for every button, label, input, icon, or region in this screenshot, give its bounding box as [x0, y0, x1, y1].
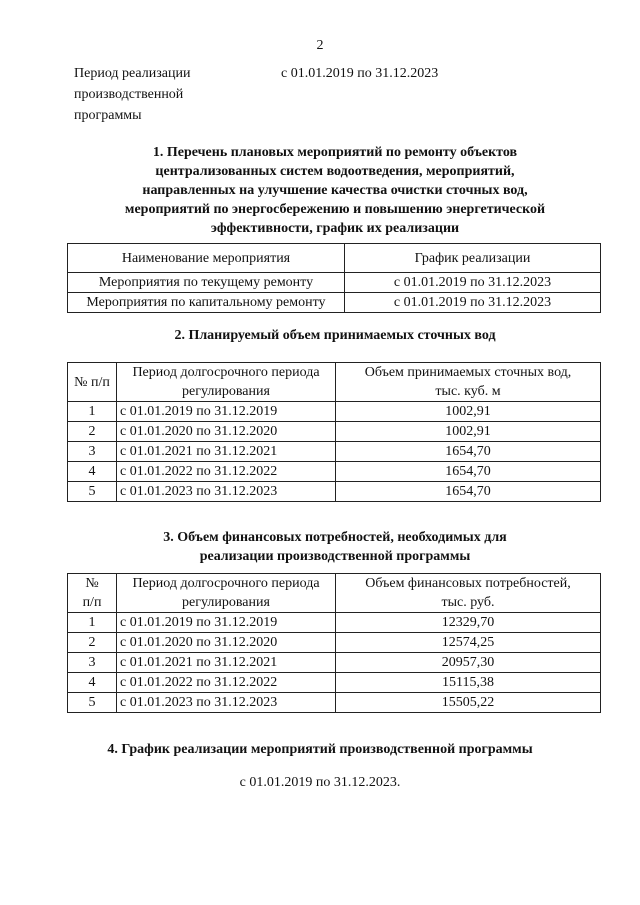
table-row: [68, 293, 601, 313]
header-volume: [336, 363, 601, 402]
cell-period: с 01.01.2023 по 31.12.2023: [117, 482, 336, 502]
header-schedule: График реализации: [345, 244, 601, 273]
cell-number: 4: [68, 462, 117, 482]
table-header-row: [68, 244, 601, 273]
cell-period: с 01.01.2022 по 31.12.2022: [117, 673, 336, 693]
heading-line: 3. Объем финансовых потребностей, необходимых для: [163, 530, 507, 545]
cell-amount: 12329,70: [336, 613, 601, 633]
header-line: Объем принимаемых сточных вод,: [364, 365, 572, 380]
header-number: [68, 574, 117, 613]
header-line: регулирования: [182, 384, 270, 399]
period-value: с 01.01.2019 по 31.12.2023: [281, 66, 439, 81]
heading-line: 1. Перечень плановых мероприятий по ремонту объектов: [152, 145, 518, 160]
heading-line: направленных на улучшение качества очистки сточных вод,: [142, 183, 528, 198]
cell-schedule: с 01.01.2019 по 31.12.2023: [345, 293, 601, 313]
period-label-line: программы: [74, 108, 142, 123]
cell-period: с 01.01.2021 по 31.12.2021: [117, 653, 336, 673]
heading-line: централизованных систем водоотведения, мероприятий,: [155, 164, 515, 179]
section1-heading: [70, 143, 600, 238]
cell-number: 2: [68, 422, 117, 442]
header-line: Объем финансовых потребностей,: [365, 576, 571, 591]
cell-period: с 01.01.2019 по 31.12.2019: [117, 613, 336, 633]
wastewater-volume-table: [67, 362, 601, 502]
header-line: № п/п: [74, 374, 110, 390]
section3-heading: [70, 528, 600, 566]
cell-number: 4: [68, 673, 117, 693]
cell-amount: 15505,22: [336, 693, 601, 713]
cell-period: с 01.01.2020 по 31.12.2020: [117, 422, 336, 442]
heading-line: мероприятий по энергосбережению и повышению энергетической: [124, 202, 546, 217]
cell-amount: 15115,38: [336, 673, 601, 693]
table-row: [68, 462, 601, 482]
table-header-row: [68, 574, 601, 613]
heading-line: эффективности, график их реализации: [210, 221, 460, 236]
cell-number: 5: [68, 693, 117, 713]
activities-table: [67, 243, 601, 313]
header-line: регулирования: [182, 595, 270, 610]
cell-number: 5: [68, 482, 117, 502]
cell-activity: Мероприятия по капитальному ремонту: [68, 293, 345, 313]
cell-number: 3: [68, 442, 117, 462]
cell-amount: 20957,30: [336, 653, 601, 673]
period-label: [74, 63, 244, 126]
financial-needs-table: [67, 573, 601, 713]
section4-heading: 4. График реализации мероприятий производственной программы: [107, 742, 533, 757]
page-number: 2: [316, 38, 324, 53]
table-row: [68, 402, 601, 422]
header-period: [117, 363, 336, 402]
header-financial: [336, 574, 601, 613]
cell-number: 1: [68, 613, 117, 633]
cell-volume: 1654,70: [336, 482, 601, 502]
cell-period: с 01.01.2021 по 31.12.2021: [117, 442, 336, 462]
cell-volume: 1002,91: [336, 402, 601, 422]
cell-volume: 1654,70: [336, 442, 601, 462]
header-number: [68, 363, 117, 402]
header-activity-name: Наименование мероприятия: [68, 244, 345, 273]
header-line: Период долгосрочного периода: [132, 365, 320, 380]
cell-schedule: с 01.01.2019 по 31.12.2023: [345, 273, 601, 293]
table-header-row: [68, 363, 601, 402]
cell-volume: 1654,70: [336, 462, 601, 482]
cell-period: с 01.01.2019 по 31.12.2019: [117, 402, 336, 422]
cell-number: 3: [68, 653, 117, 673]
table-row: [68, 273, 601, 293]
header-line: №: [85, 576, 99, 591]
cell-volume: 1002,91: [336, 422, 601, 442]
cell-number: 1: [68, 402, 117, 422]
table-row: [68, 653, 601, 673]
header-period: [117, 574, 336, 613]
header-line: Период долгосрочного периода: [132, 576, 320, 591]
header-line: п/п: [82, 595, 102, 610]
table-row: [68, 613, 601, 633]
period-label-line: производственной: [74, 87, 184, 102]
header-line: тыс. куб. м: [435, 384, 501, 399]
heading-line: реализации производственной программы: [199, 549, 471, 564]
header-line: тыс. руб.: [441, 595, 495, 610]
cell-activity: Мероприятия по текущему ремонту: [68, 273, 345, 293]
table-row: [68, 693, 601, 713]
table-row: [68, 633, 601, 653]
table-row: [68, 422, 601, 442]
table-row: [68, 482, 601, 502]
period-label-line: Период реализации: [74, 66, 191, 81]
cell-period: с 01.01.2020 по 31.12.2020: [117, 633, 336, 653]
cell-number: 2: [68, 633, 117, 653]
cell-period: с 01.01.2023 по 31.12.2023: [117, 693, 336, 713]
cell-amount: 12574,25: [336, 633, 601, 653]
table-row: [68, 673, 601, 693]
section2-heading: 2. Планируемый объем принимаемых сточных вод: [174, 328, 496, 343]
cell-period: с 01.01.2022 по 31.12.2022: [117, 462, 336, 482]
table-row: [68, 442, 601, 462]
section4-period: с 01.01.2019 по 31.12.2023.: [239, 775, 401, 790]
